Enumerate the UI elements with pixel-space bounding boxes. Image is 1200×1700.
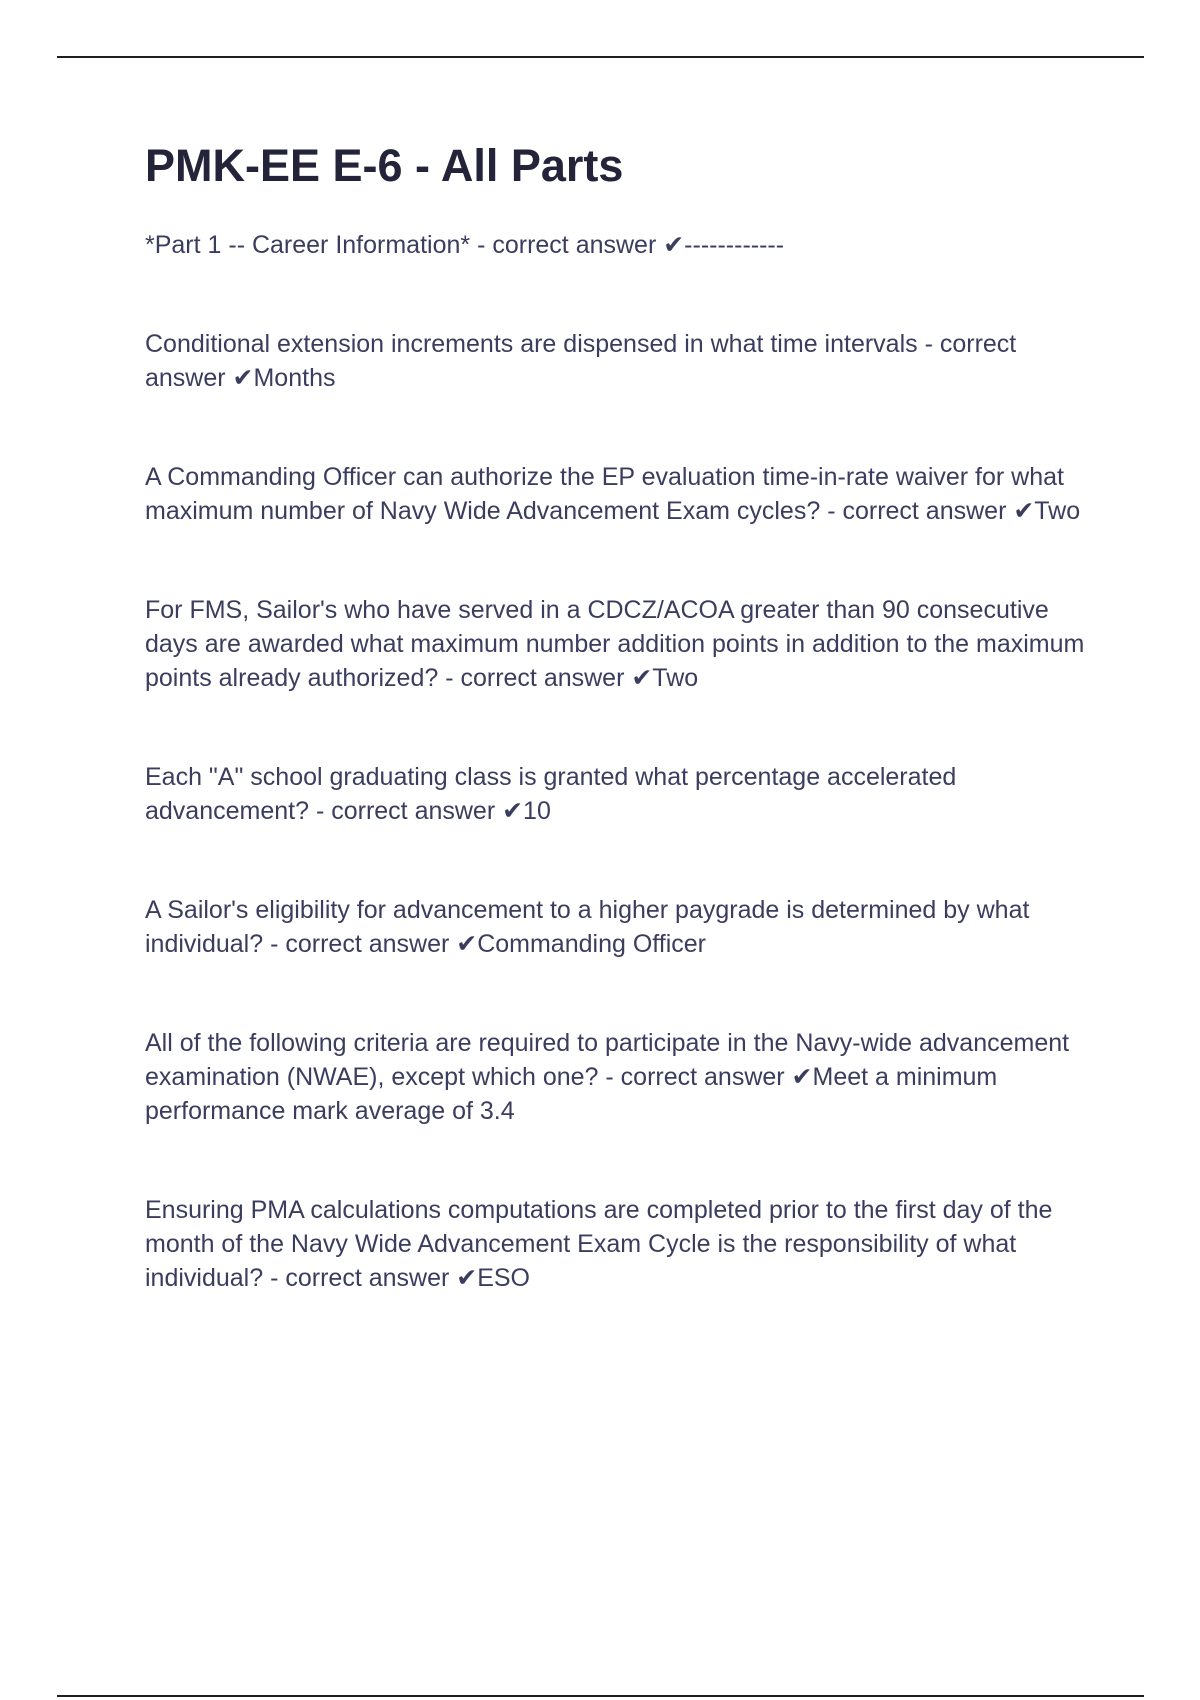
part-heading: *Part 1 -- Career Information* - correct answer ✔------------ <box>145 231 785 259</box>
document-body <box>145 138 1085 1295</box>
qa-item: A Commanding Officer can authorize the EP evaluation time-in-rate waiver for what maximum number of Navy Wide Advancement Exam cycles? - correct answer ✔Two <box>145 463 1081 525</box>
footer-rule <box>57 1695 1144 1697</box>
qa-item: A Sailor's eligibility for advancement to a higher paygrade is determined by what individual? - correct answer ✔Commanding Officer <box>145 896 1030 958</box>
qa-item: Each "A" school graduating class is granted what percentage accelerated advancement? - correct answer ✔10 <box>145 763 957 825</box>
header-rule <box>57 56 1144 58</box>
qa-item: Conditional extension increments are dispensed in what time intervals - correct answer ✔Months <box>145 330 1017 392</box>
qa-item: For FMS, Sailor's who have served in a CDCZ/ACOA greater than 90 consecutive days are awarded what maximum number addition points in addition to the maximum points already authorized? - correct answer ✔Two <box>145 596 1085 692</box>
document-title: PMK-EE E-6 - All Parts <box>145 140 624 191</box>
qa-item: All of the following criteria are required to participate in the Navy-wide advancement examination (NWAE), except which one? - correct answer ✔Meet a minimum performance mark average of 3.4 <box>145 1029 1070 1125</box>
qa-item: Ensuring PMA calculations computations are completed prior to the first day of the month of the Navy Wide Advancement Exam Cycle is the responsibility of what individual? - correct answer ✔ESO <box>145 1196 1053 1292</box>
